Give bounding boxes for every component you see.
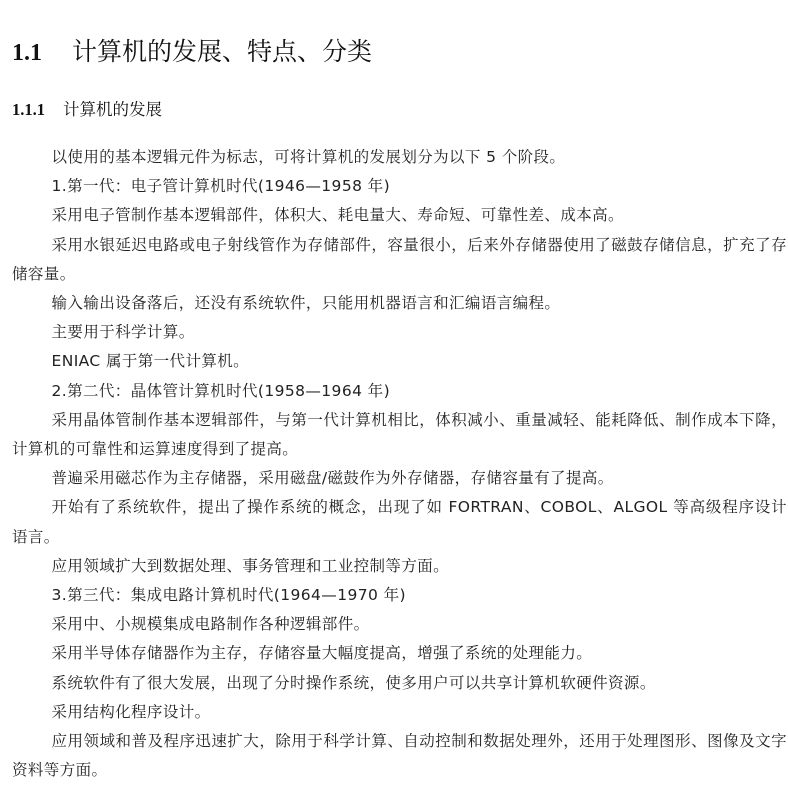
section-number: 1.1	[12, 40, 42, 66]
paragraph: 以使用的基本逻辑元件为标志，可将计算机的发展划分为以下 5 个阶段。	[51, 148, 566, 166]
subsection-title: 计算机的发展	[63, 100, 162, 119]
paragraph: 1.第一代：电子管计算机时代(1946—1958 年)	[51, 177, 391, 196]
paragraph: ENIAC 属于第一代计算机。	[51, 352, 250, 371]
paragraph: 输入输出设备落后，还没有系统软件，只能用机器语言和汇编语言编程。	[51, 294, 561, 313]
section-title: 计算机的发展、特点、分类	[72, 37, 373, 66]
paragraph: 采用电子管制作基本逻辑部件，体积大、耗电量大、寿命短、可靠性差、成本高。	[51, 206, 624, 225]
paragraph: 主要用于科学计算。	[51, 323, 195, 342]
paragraph: 系统软件有了很大发展，出现了分时操作系统，使多用户可以共享计算机软硬件资源。	[51, 673, 656, 692]
subsection-number: 1.1.1	[12, 100, 45, 119]
paragraph: 3.第三代：集成电路计算机时代(1964—1970 年)	[51, 586, 406, 605]
subsection-heading	[12, 97, 162, 123]
paragraph: 开始有了系统软件，提出了操作系统的概念，出现了如 FORTRAN、COBOL、ALGOL 等高级程序设计语言。	[12, 498, 787, 546]
body-text	[12, 143, 787, 785]
paragraph: 普遍采用磁芯作为主存储器，采用磁盘/磁鼓作为外存储器，存储容量有了提高。	[51, 469, 614, 488]
paragraph: 采用晶体管制作基本逻辑部件，与第一代计算机相比，体积减小、重量减轻、能耗降低、制作成本下降，计算机的可靠性和运算速度得到了提高。	[12, 410, 787, 459]
paragraph: 2.第二代：晶体管计算机时代(1958—1964 年)	[51, 381, 391, 400]
paragraph: 采用水银延迟电路或电子射线管作为存储部件，容量很小，后来外存储器使用了磁鼓存储信息，扩充了存储容量。	[12, 235, 787, 283]
paragraph: 采用半导体存储器作为主存，存储容量大幅度提高，增强了系统的处理能力。	[51, 644, 593, 663]
paragraph: 应用领域扩大到数据处理、事务管理和工业控制等方面。	[51, 556, 450, 575]
section-heading	[12, 34, 372, 71]
paragraph: 采用中、小规模集成电路制作各种逻辑部件。	[51, 615, 370, 634]
paragraph: 应用领域和普及程序迅速扩大，除用于科学计算、自动控制和数据处理外，还用于处理图形、图像及文字资料等方面。	[12, 732, 787, 780]
paragraph: 采用结构化程序设计。	[51, 702, 211, 721]
